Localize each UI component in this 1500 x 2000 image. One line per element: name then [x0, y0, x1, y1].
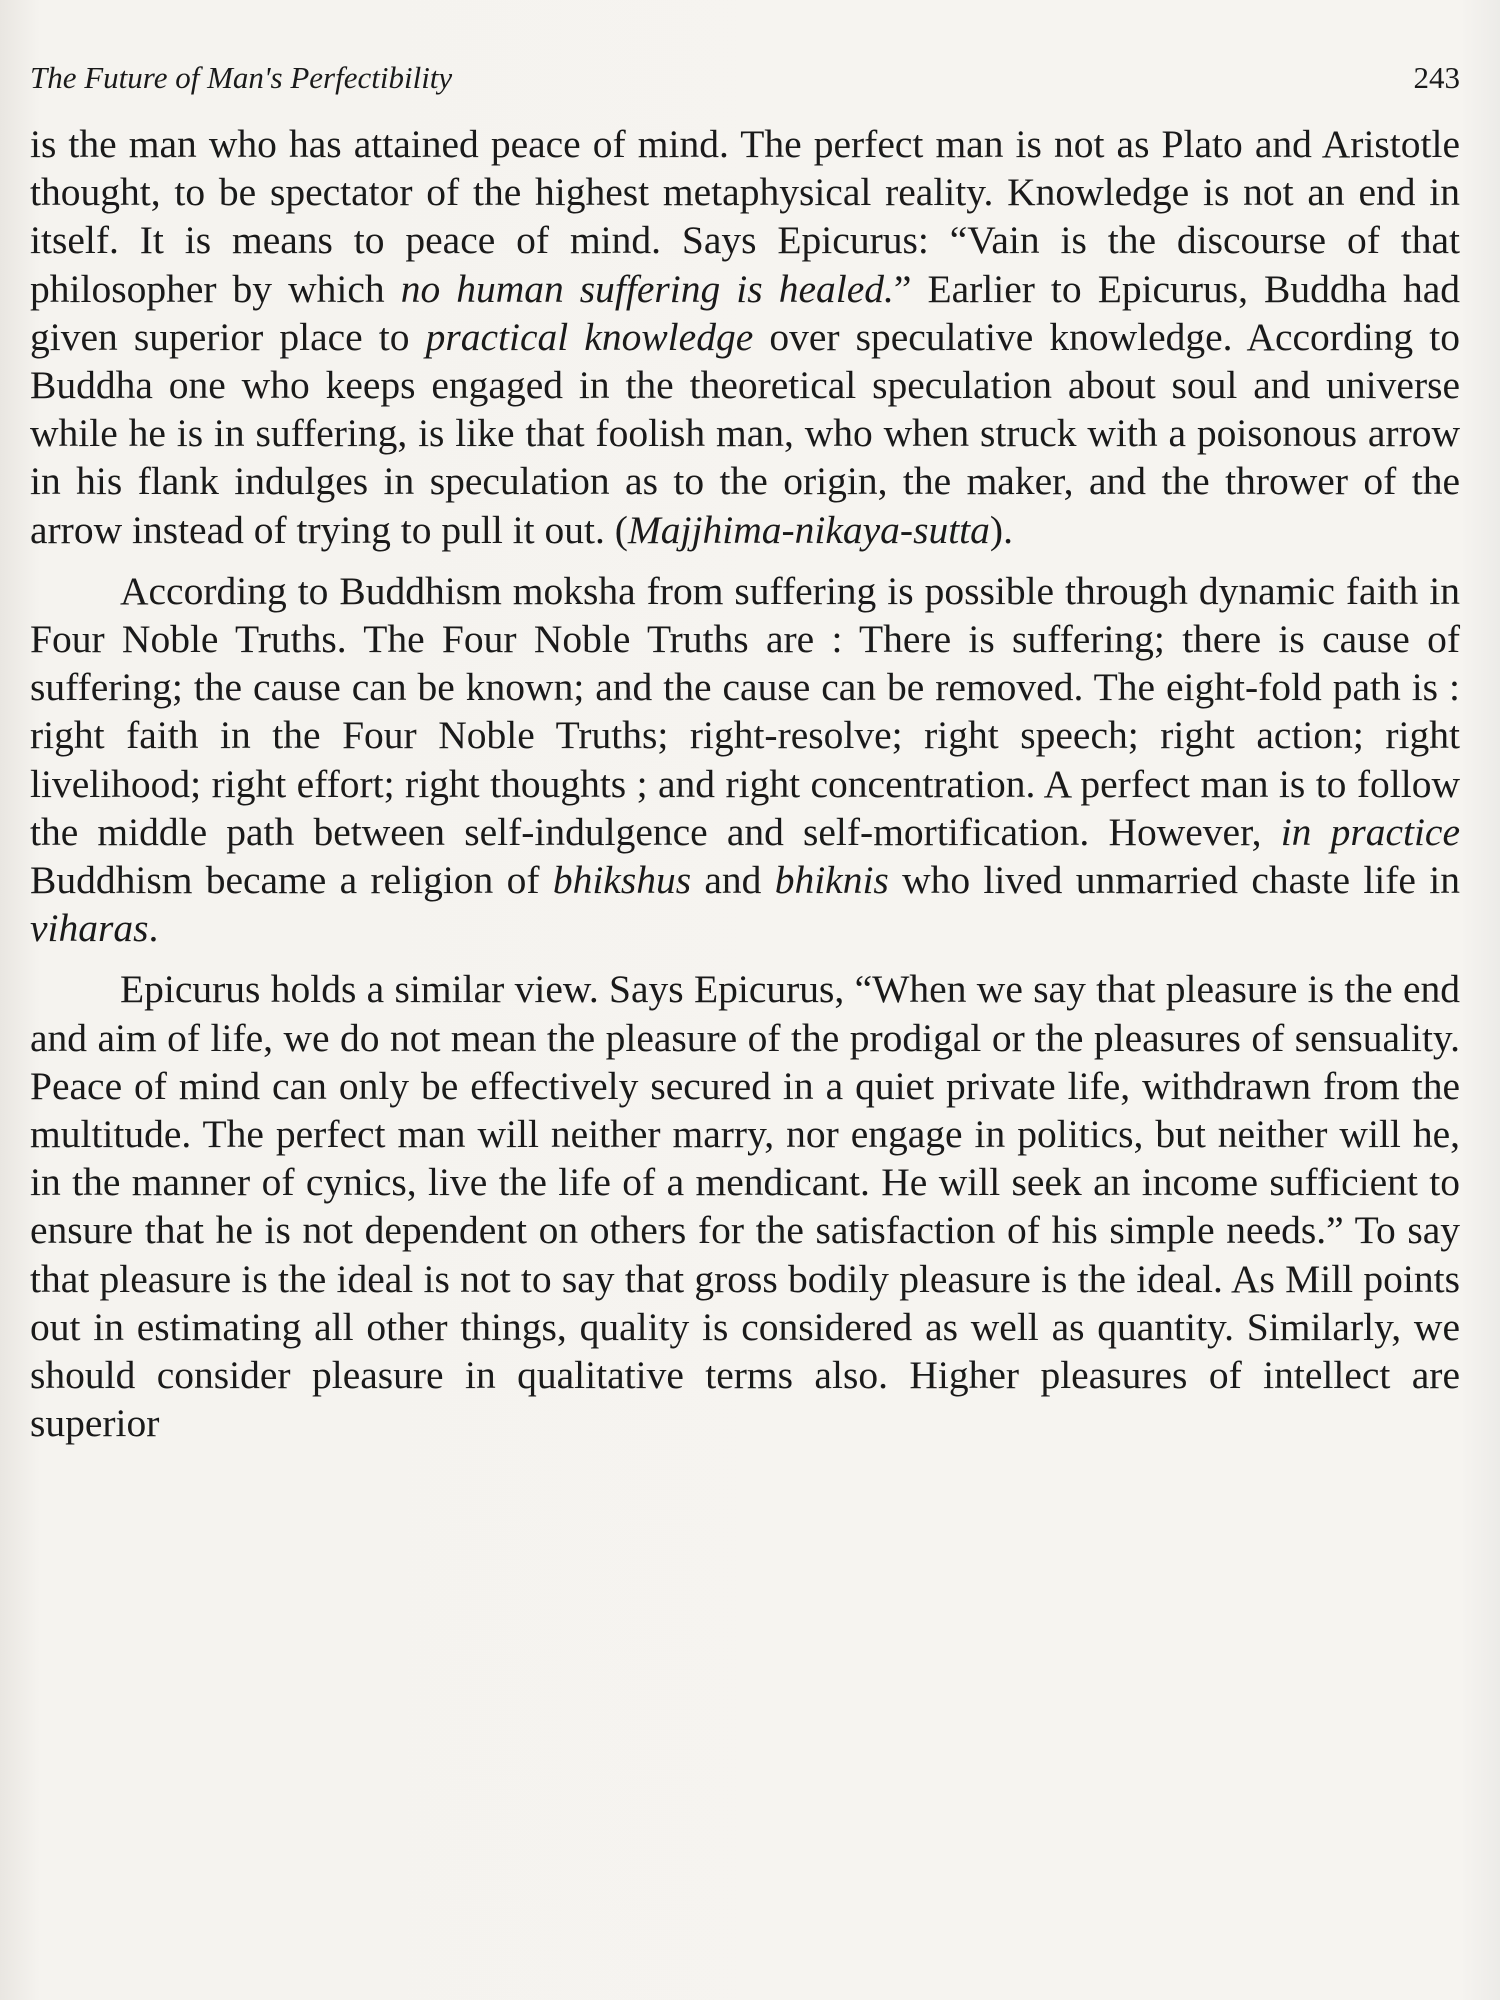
text-run: ” Earlier to Epicurus, Buddha had given superior place to [30, 266, 1460, 359]
italic-text: Majjhima-nikaya-sutta [627, 507, 990, 552]
text-run: Epicurus holds a similar view. Says Epicurus, “When we say that pleasure is the end and aim of life, we do not mean the pleasure of the prodigal or the pleasures of sensuality. Peace of mind can only be effectively secured in a quiet private life, withdrawn from the multitude. The perfect man will neither marry, nor engage in politics, but neither will he, in the manner of cynics, live the life of a mendicant. He will seek an income sufficient to ensure that he is not dependent on others for the satisfaction of his simple needs.” To say that pleasure is the ideal is not to say that gross bodily pleasure is the ideal. As Mill points out in estimating all other things, quality is considered as well as quantity. Similarly, we should consider pleasure in qualitative terms also. Higher pleasures of intellect are superior [30, 967, 1460, 1446]
page-number: 243 [1413, 60, 1460, 95]
running-head [30, 60, 1460, 96]
italic-text: bhiknis [774, 858, 889, 903]
paragraph-2 [30, 567, 1460, 953]
italic-text: bhikshus [552, 858, 692, 903]
italic-text: practical knowledge [425, 314, 754, 359]
text-run: is the man who has attained peace of mind. The perfect man is not as Plato and Aristotle thought, to be spectator of the highest metaphysical reality. Knowledge is not an end in itself. It is means to peace of mind. Says Epicurus: “Vain is the discourse of that philosopher by which [30, 122, 1460, 311]
italic-text: in practice [1280, 809, 1460, 854]
text-run: and [691, 858, 775, 903]
text-run: over speculative knowledge. According to Buddha one who keeps engaged in the theoretical speculation about soul and universe while he is in suffering, is like that foolish man, who when struck with a poisonous arrow in his flank indulges in speculation as to the origin, the maker, and the thrower of the arrow instead of trying to pull it out. ( [30, 314, 1460, 552]
text-run: Buddhism became a religion of [30, 858, 553, 903]
text-run: . [148, 906, 159, 951]
italic-text: viharas [30, 906, 149, 951]
text-run: ). [989, 507, 1013, 552]
body-text [30, 120, 1460, 1447]
paragraph-1 [30, 120, 1460, 554]
running-title: The Future of Man's Perfectibility [30, 60, 453, 95]
paragraph-3 [30, 965, 1460, 1447]
text-run: who lived unmarried chaste life in [888, 858, 1460, 903]
text-run: According to Buddhism moksha from suffering is possible through dynamic faith in Four Noble Truths. The Four Noble Truths are : There is suffering; there is cause of suffering; the cause can be known; and the cause can be removed. The eight-fold path is : right faith in the Four Noble Truths; right-resolve; right speech; right action; right livelihood; right effort; right thoughts ; and right concentration. A perfect man is to follow the middle path between self-indulgence and self-mortification. However, [30, 568, 1460, 854]
italic-text: no human suffering is healed. [400, 266, 894, 311]
